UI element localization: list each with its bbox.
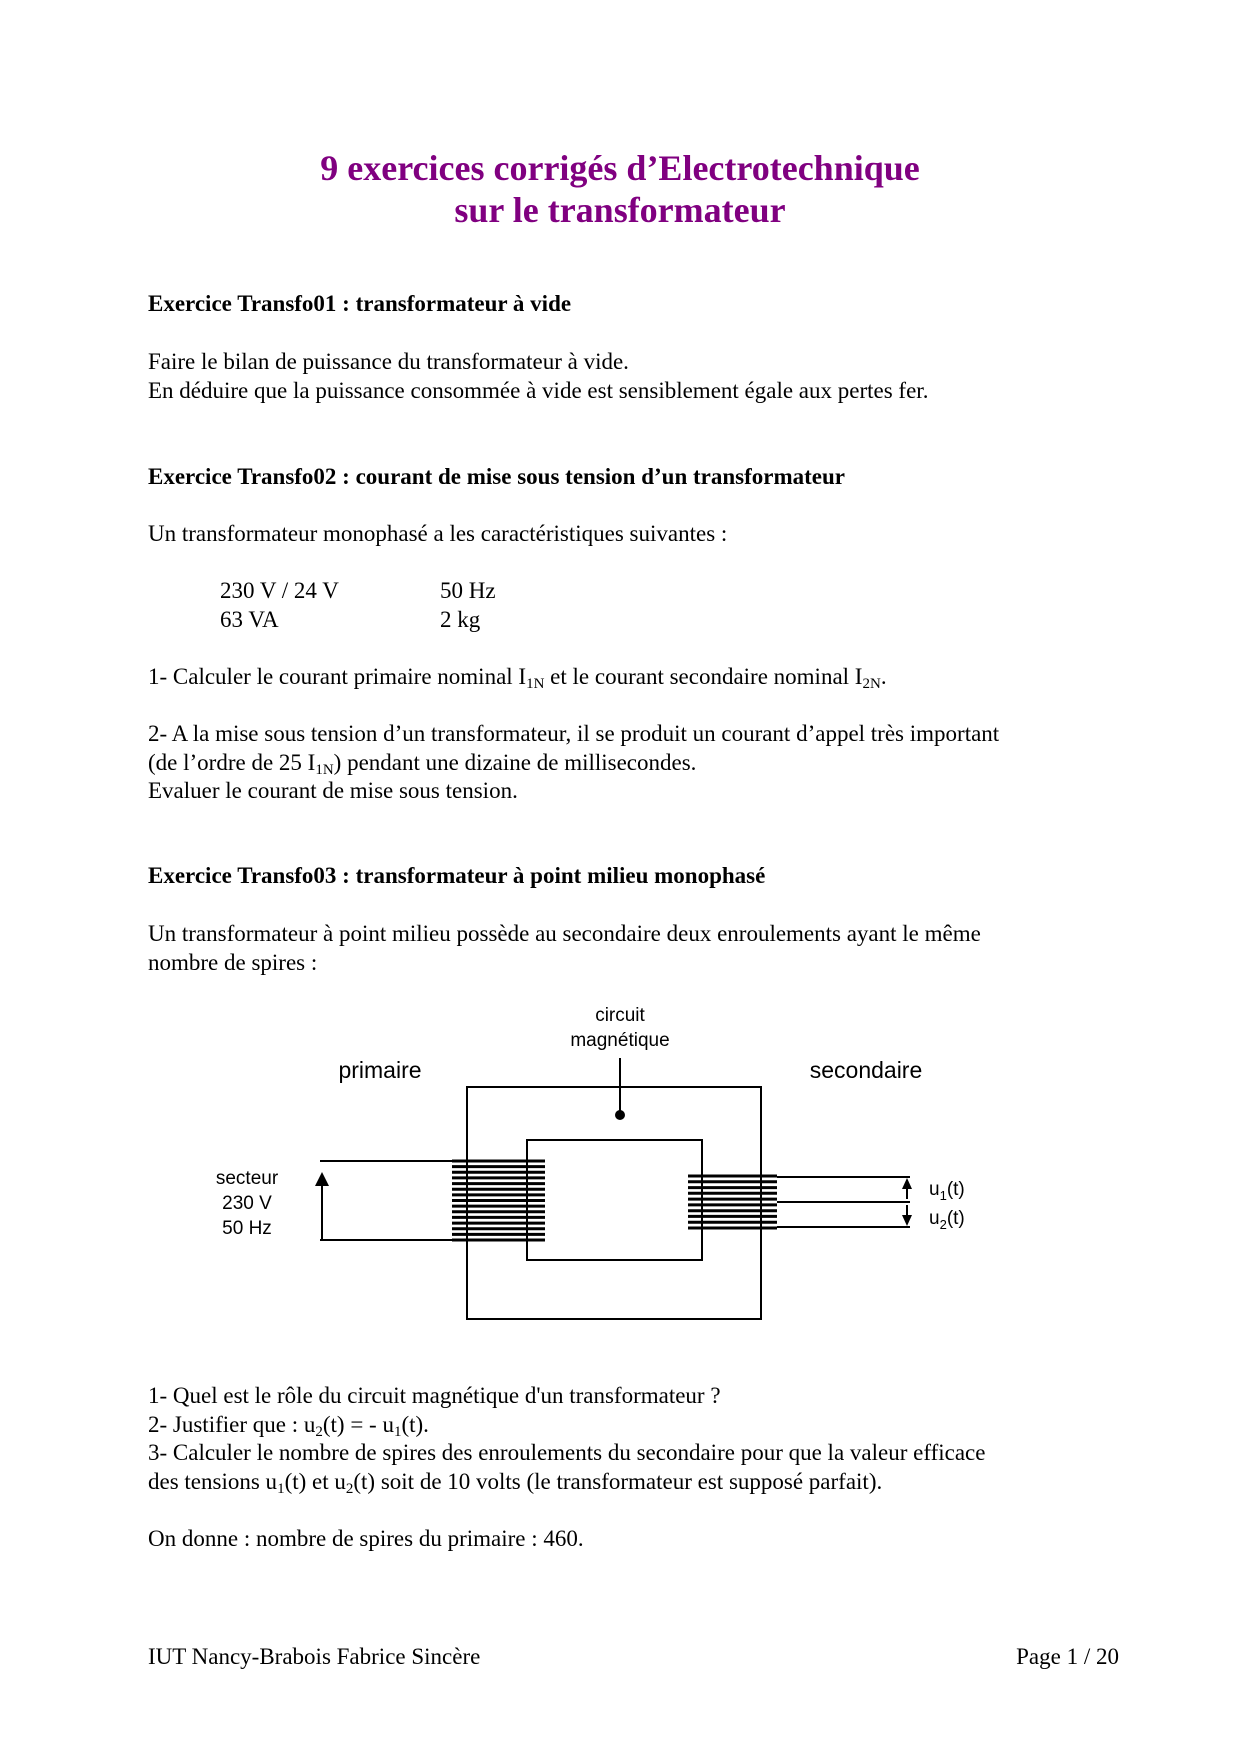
primary-coil (452, 1161, 545, 1240)
exercise-3-intro-line2: nombre de spires : (148, 950, 318, 975)
exercise-2-question-1: 1- Calculer le courant primaire nominal $I_{1N}$ et le courant secondaire nominal $I_{2N}$. (148, 664, 887, 692)
u2-arrow-head (902, 1215, 912, 1226)
exercise-3-question-3-line2: des tensions $u_1(t)$ et $u_2(t)$ soit de 10 volts (le transformateur est supposé parfait). (148, 1469, 883, 1497)
exercise-3-question-2: 2- Justifier que : $u_2(t)$ = - $u_1(t)$. (148, 1412, 429, 1440)
exercise-2-question-2-line1: 2- A la mise sous tension d’un transformateur, il se produit un courant d’appel très important (148, 721, 1000, 746)
spec-voltage: 230 V / 24 V (220, 578, 339, 603)
core-inner-window (527, 1140, 702, 1260)
spec-mass: 2 kg (440, 607, 481, 632)
footer-author: IUT Nancy-Brabois Fabrice Sincère (148, 1644, 481, 1669)
spec-frequency: 50 Hz (440, 578, 496, 603)
exercise-3-given: On donne : nombre de spires du primaire : 460. (148, 1526, 584, 1551)
u1-arrow-head (902, 1178, 912, 1189)
source-label-3: 50 Hz (222, 1218, 272, 1239)
exercise-1-text-line2: En déduire que la puissance consommée à vide est sensiblement égale aux pertes fer. (148, 378, 929, 403)
u1-label: $u_1(t)$ (929, 1179, 965, 1203)
exercise-3-intro-line1: Un transformateur à point milieu possède au secondaire deux enroulements ayant le même (148, 921, 981, 946)
exercise-1-text-line1: Faire le bilan de puissance du transformateur à vide. (148, 349, 629, 374)
source-label-1: secteur (215, 1168, 279, 1189)
exercise-2-question-2-line3: Evaluer le courant de mise sous tension. (148, 778, 518, 803)
spec-power: 63 VA (220, 607, 279, 632)
secondary-label: secondaire (809, 1057, 923, 1083)
exercise-2-intro: Un transformateur monophasé a les caractéristiques suivantes : (148, 521, 728, 546)
core-pointer-dot (615, 1110, 625, 1120)
exercise-3-heading: Exercice Transfo03 : transformateur à point milieu monophasé (148, 863, 766, 888)
primary-label: primaire (338, 1057, 422, 1083)
circuit-label-1: circuit (595, 1005, 645, 1026)
exercise-2-question-2-line2: (de l’ordre de 25 $I_{1N}$) pendant une dizaine de millisecondes. (148, 750, 697, 778)
exercise-3-question-1: 1- Quel est le rôle du circuit magnétique d'un transformateur ? (148, 1383, 721, 1408)
exercise-2-heading: Exercice Transfo02 : courant de mise sous tension d’un transformateur (148, 464, 845, 489)
u2-label: $u_2(t)$ (929, 1208, 965, 1232)
exercise-3-question-3-line1: 3- Calculer le nombre de spires des enroulements du secondaire pour que la valeur efficace (148, 1440, 986, 1465)
document-title-line2: sur le transformateur (454, 190, 786, 230)
document-title-line1: 9 exercices corrigés d’Electrotechnique (320, 148, 920, 188)
source-label-2: 230 V (222, 1193, 272, 1214)
footer-page-number: Page 1 / 20 (1016, 1644, 1119, 1669)
core-outer-frame (467, 1087, 761, 1319)
exercise-1-heading: Exercice Transfo01 : transformateur à vide (148, 291, 572, 316)
source-arrow-head (315, 1172, 329, 1186)
circuit-label-2: magnétique (570, 1030, 670, 1051)
